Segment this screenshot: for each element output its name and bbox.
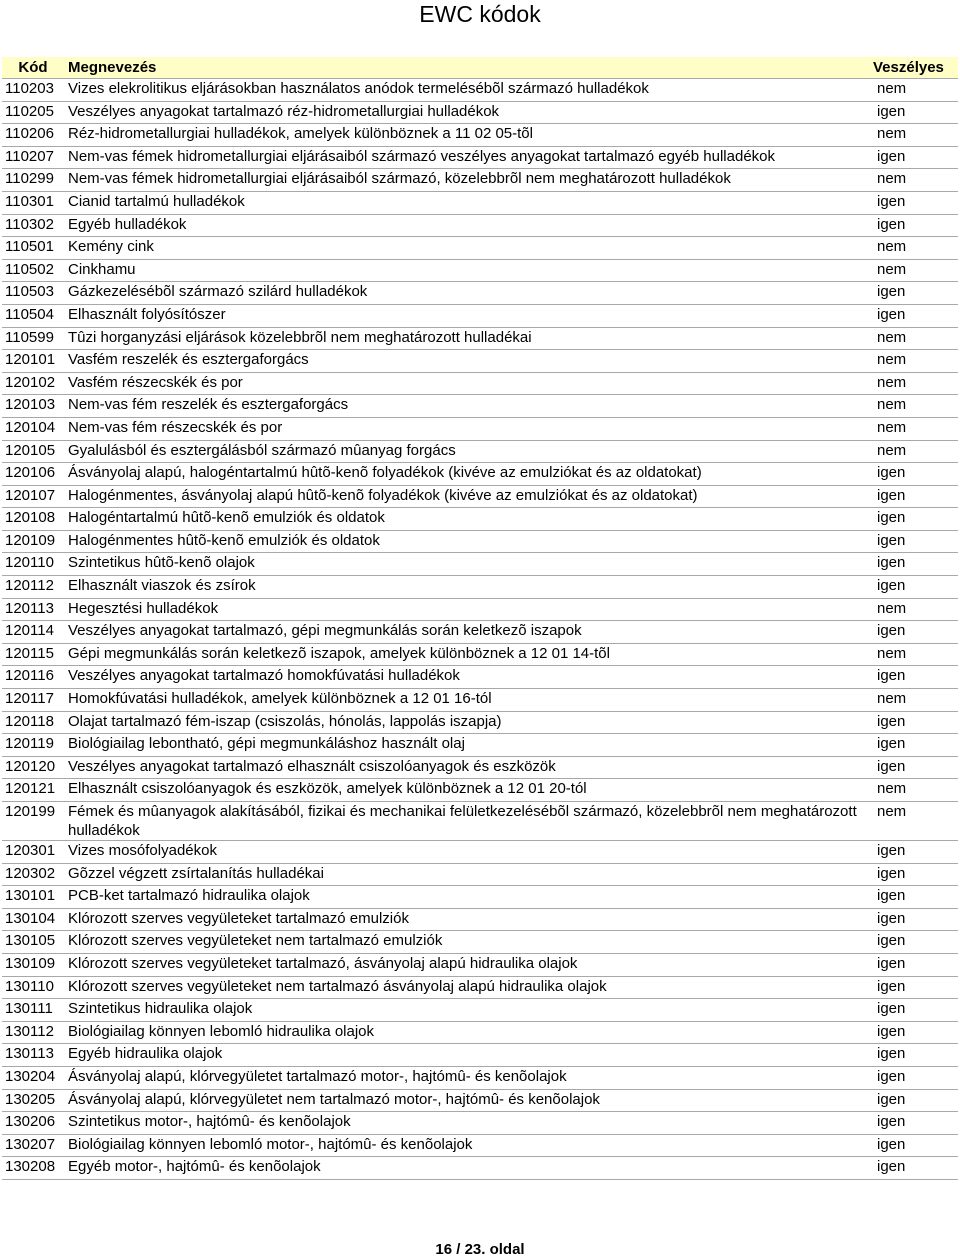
cell-hazardous: nem [869,689,958,712]
cell-hazardous: igen [869,1112,958,1135]
cell-code: 110302 [2,214,64,237]
cell-name: Ásványolaj alapú, klórvegyületet nem tartalmazó motor-, hajtómû- és kenõolajok [64,1089,869,1112]
table-row [2,79,958,102]
table-row [2,1044,958,1067]
cell-hazardous: igen [869,1044,958,1067]
cell-hazardous: igen [869,576,958,599]
ewc-code-table [2,57,958,1180]
table-row [2,124,958,147]
cell-code: 120104 [2,417,64,440]
cell-name: Vizes elekrolitikus eljárásokban használatos anódok termelésébõl származó hulladékok [64,79,869,102]
cell-name: Halogénmentes, ásványolaj alapú hûtõ-kenõ folyadékok (kivéve az emulziókat és az oldatokat) [64,485,869,508]
cell-code: 130208 [2,1157,64,1180]
cell-hazardous: nem [869,79,958,102]
table-row [2,863,958,886]
cell-hazardous: igen [869,756,958,779]
cell-hazardous: igen [869,282,958,305]
table-row [2,953,958,976]
cell-name: Veszélyes anyagokat tartalmazó homokfúvatási hulladékok [64,666,869,689]
table-row [2,1021,958,1044]
cell-code: 110203 [2,79,64,102]
cell-code: 120120 [2,756,64,779]
cell-name: Nem-vas fém részecskék és por [64,417,869,440]
cell-hazardous: igen [869,508,958,531]
cell-name: Nem-vas fém reszelék és esztergaforgács [64,395,869,418]
cell-code: 130206 [2,1112,64,1135]
cell-name: Egyéb motor-, hajtómû- és kenõolajok [64,1157,869,1180]
cell-name: Halogénmentes hûtõ-kenõ emulziók és oldatok [64,530,869,553]
table-body [2,79,958,1180]
cell-name: Elhasznált csiszolóanyagok és eszközök, amelyek különböznek a 12 01 20-tól [64,779,869,802]
cell-name: Nem-vas fémek hidrometallurgiai eljárásaiból származó, közelebbrõl nem meghatározott hulladékok [64,169,869,192]
cell-code: 130104 [2,908,64,931]
table-row [2,508,958,531]
cell-hazardous: nem [869,327,958,350]
cell-name: Fémek és mûanyagok alakításából, fizikai és mechanikai felületkezelésébõl származó, közelebbrõl nem meghatározott hulladékok [64,802,869,841]
table-row [2,734,958,757]
cell-hazardous: igen [869,1089,958,1112]
cell-hazardous: igen [869,953,958,976]
table-row [2,931,958,954]
cell-name: Szintetikus motor-, hajtómû- és kenõolajok [64,1112,869,1135]
cell-hazardous: nem [869,372,958,395]
cell-name: Klórozott szerves vegyületeket tartalmazó emulziók [64,908,869,931]
table-row [2,214,958,237]
table-row [2,169,958,192]
cell-name: Kemény cink [64,237,869,260]
table-row [2,1157,958,1180]
cell-code: 130207 [2,1134,64,1157]
cell-name: Veszélyes anyagokat tartalmazó, gépi megmunkálás során keletkezõ iszapok [64,621,869,644]
cell-hazardous: igen [869,931,958,954]
table-row [2,372,958,395]
cell-code: 120113 [2,598,64,621]
cell-name: Vasfém reszelék és esztergaforgács [64,350,869,373]
cell-code: 120118 [2,711,64,734]
cell-code: 110599 [2,327,64,350]
table-row [2,802,958,841]
cell-name: Cinkhamu [64,259,869,282]
cell-code: 120115 [2,643,64,666]
cell-hazardous: igen [869,1021,958,1044]
cell-hazardous: nem [869,169,958,192]
table-row [2,530,958,553]
table-row [2,553,958,576]
cell-name: Klórozott szerves vegyületeket tartalmazó, ásványolaj alapú hidraulika olajok [64,953,869,976]
cell-name: Biológiailag lebontható, gépi megmunkáláshoz használt olaj [64,734,869,757]
cell-hazardous: nem [869,124,958,147]
cell-name: Gõzzel végzett zsírtalanítás hulladékai [64,863,869,886]
cell-code: 120121 [2,779,64,802]
cell-hazardous: nem [869,643,958,666]
page-title: EWC kódok [419,1,541,27]
column-header-code: Kód [2,57,64,79]
cell-name: Vasfém részecskék és por [64,372,869,395]
cell-hazardous: igen [869,734,958,757]
table-row [2,976,958,999]
cell-hazardous: igen [869,886,958,909]
cell-code: 110501 [2,237,64,260]
cell-name: Egyéb hulladékok [64,214,869,237]
table-row [2,841,958,864]
cell-hazardous: igen [869,908,958,931]
table-row [2,576,958,599]
table-row [2,643,958,666]
cell-name: Veszélyes anyagokat tartalmazó elhasznált csiszolóanyagok és eszközök [64,756,869,779]
table-row [2,621,958,644]
table-row [2,1134,958,1157]
cell-name: Biológiailag könnyen lebomló motor-, hajtómû- és kenõolajok [64,1134,869,1157]
cell-code: 120110 [2,553,64,576]
cell-name: Vizes mosófolyadékok [64,841,869,864]
table-row [2,1089,958,1112]
cell-hazardous: igen [869,463,958,486]
cell-hazardous: igen [869,214,958,237]
cell-hazardous: igen [869,666,958,689]
cell-code: 120102 [2,372,64,395]
cell-code: 130205 [2,1089,64,1112]
cell-hazardous: igen [869,553,958,576]
cell-code: 130113 [2,1044,64,1067]
cell-name: Elhasznált folyósítószer [64,304,869,327]
cell-code: 120108 [2,508,64,531]
cell-hazardous: nem [869,440,958,463]
table-row [2,191,958,214]
cell-code: 120106 [2,463,64,486]
table-row [2,417,958,440]
cell-hazardous: igen [869,711,958,734]
cell-code: 130112 [2,1021,64,1044]
table-row [2,1066,958,1089]
cell-hazardous: nem [869,598,958,621]
cell-name: Klórozott szerves vegyületeket nem tartalmazó emulziók [64,931,869,954]
cell-hazardous: igen [869,621,958,644]
cell-code: 120103 [2,395,64,418]
cell-code: 130109 [2,953,64,976]
table-row [2,101,958,124]
cell-name: Hegesztési hulladékok [64,598,869,621]
table-row [2,440,958,463]
cell-code: 120302 [2,863,64,886]
cell-code: 110503 [2,282,64,305]
cell-code: 120109 [2,530,64,553]
cell-name: Homokfúvatási hulladékok, amelyek különböznek a 12 01 16-tól [64,689,869,712]
cell-name: Nem-vas fémek hidrometallurgiai eljárásaiból származó veszélyes anyagokat tartalmazó egyéb hulladékok [64,146,869,169]
cell-code: 130105 [2,931,64,954]
cell-name: Klórozott szerves vegyületeket nem tartalmazó ásványolaj alapú hidraulika olajok [64,976,869,999]
cell-code: 120112 [2,576,64,599]
cell-code: 120114 [2,621,64,644]
cell-name: Gázkezelésébõl származó szilárd hulladékok [64,282,869,305]
column-header-hazardous: Veszélyes [869,57,958,79]
table-row [2,756,958,779]
cell-code: 110206 [2,124,64,147]
cell-hazardous: nem [869,237,958,260]
cell-code: 130204 [2,1066,64,1089]
cell-code: 130110 [2,976,64,999]
table-row [2,259,958,282]
cell-name: Ásványolaj alapú, klórvegyületet tartalmazó motor-, hajtómû- és kenõolajok [64,1066,869,1089]
cell-name: Biológiailag könnyen lebomló hidraulika olajok [64,1021,869,1044]
cell-name: Cianid tartalmú hulladékok [64,191,869,214]
cell-code: 120107 [2,485,64,508]
cell-name: Olajat tartalmazó fém-iszap (csiszolás, hónolás, lappolás iszapja) [64,711,869,734]
cell-code: 130111 [2,999,64,1022]
cell-name: Ásványolaj alapú, halogéntartalmú hûtõ-kenõ folyadékok (kivéve az emulziókat és az oldatokat) [64,463,869,486]
cell-hazardous: nem [869,395,958,418]
cell-code: 120116 [2,666,64,689]
table-row [2,395,958,418]
cell-code: 110299 [2,169,64,192]
cell-name: Halogéntartalmú hûtõ-kenõ emulziók és oldatok [64,508,869,531]
table-row [2,666,958,689]
cell-hazardous: igen [869,146,958,169]
table-row [2,282,958,305]
cell-hazardous: nem [869,259,958,282]
cell-name: Veszélyes anyagokat tartalmazó réz-hidrometallurgiai hulladékok [64,101,869,124]
cell-hazardous: igen [869,304,958,327]
cell-hazardous: igen [869,999,958,1022]
cell-hazardous: nem [869,417,958,440]
column-header-name: Megnevezés [64,57,869,79]
cell-code: 120117 [2,689,64,712]
cell-code: 120101 [2,350,64,373]
table-row [2,886,958,909]
cell-code: 120301 [2,841,64,864]
cell-name: Elhasznált viaszok és zsírok [64,576,869,599]
cell-hazardous: nem [869,802,958,841]
table-row [2,146,958,169]
cell-name: Tûzi horganyzási eljárások közelebbrõl nem meghatározott hulladékai [64,327,869,350]
cell-code: 130101 [2,886,64,909]
cell-code: 110504 [2,304,64,327]
table-row [2,485,958,508]
cell-hazardous: igen [869,1134,958,1157]
cell-code: 120199 [2,802,64,841]
cell-hazardous: nem [869,350,958,373]
cell-hazardous: igen [869,485,958,508]
table-row [2,999,958,1022]
cell-name: Réz-hidrometallurgiai hulladékok, amelyek különböznek a 11 02 05-tõl [64,124,869,147]
table-row [2,689,958,712]
table-row [2,463,958,486]
cell-name: Egyéb hidraulika olajok [64,1044,869,1067]
cell-hazardous: igen [869,191,958,214]
table-row [2,598,958,621]
cell-hazardous: igen [869,863,958,886]
cell-code: 110502 [2,259,64,282]
cell-name: Gépi megmunkálás során keletkezõ iszapok, amelyek különböznek a 12 01 14-tõl [64,643,869,666]
cell-hazardous: igen [869,976,958,999]
cell-hazardous: igen [869,841,958,864]
table-row [2,350,958,373]
cell-code: 120119 [2,734,64,757]
table-row [2,711,958,734]
page-number: 16 / 23. oldal [435,1241,525,1258]
table-header-row [2,57,958,79]
cell-hazardous: igen [869,1157,958,1180]
table-row [2,779,958,802]
table-row [2,327,958,350]
table-row [2,1112,958,1135]
cell-code: 110205 [2,101,64,124]
cell-name: Szintetikus hidraulika olajok [64,999,869,1022]
table-row [2,908,958,931]
cell-name: Szintetikus hûtõ-kenõ olajok [64,553,869,576]
cell-code: 120105 [2,440,64,463]
cell-code: 110301 [2,191,64,214]
table-row [2,237,958,260]
table-row [2,304,958,327]
cell-name: Gyalulásból és esztergálásból származó mûanyag forgács [64,440,869,463]
cell-hazardous: igen [869,530,958,553]
cell-hazardous: igen [869,101,958,124]
cell-code: 110207 [2,146,64,169]
cell-name: PCB-ket tartalmazó hidraulika olajok [64,886,869,909]
cell-hazardous: igen [869,1066,958,1089]
cell-hazardous: nem [869,779,958,802]
